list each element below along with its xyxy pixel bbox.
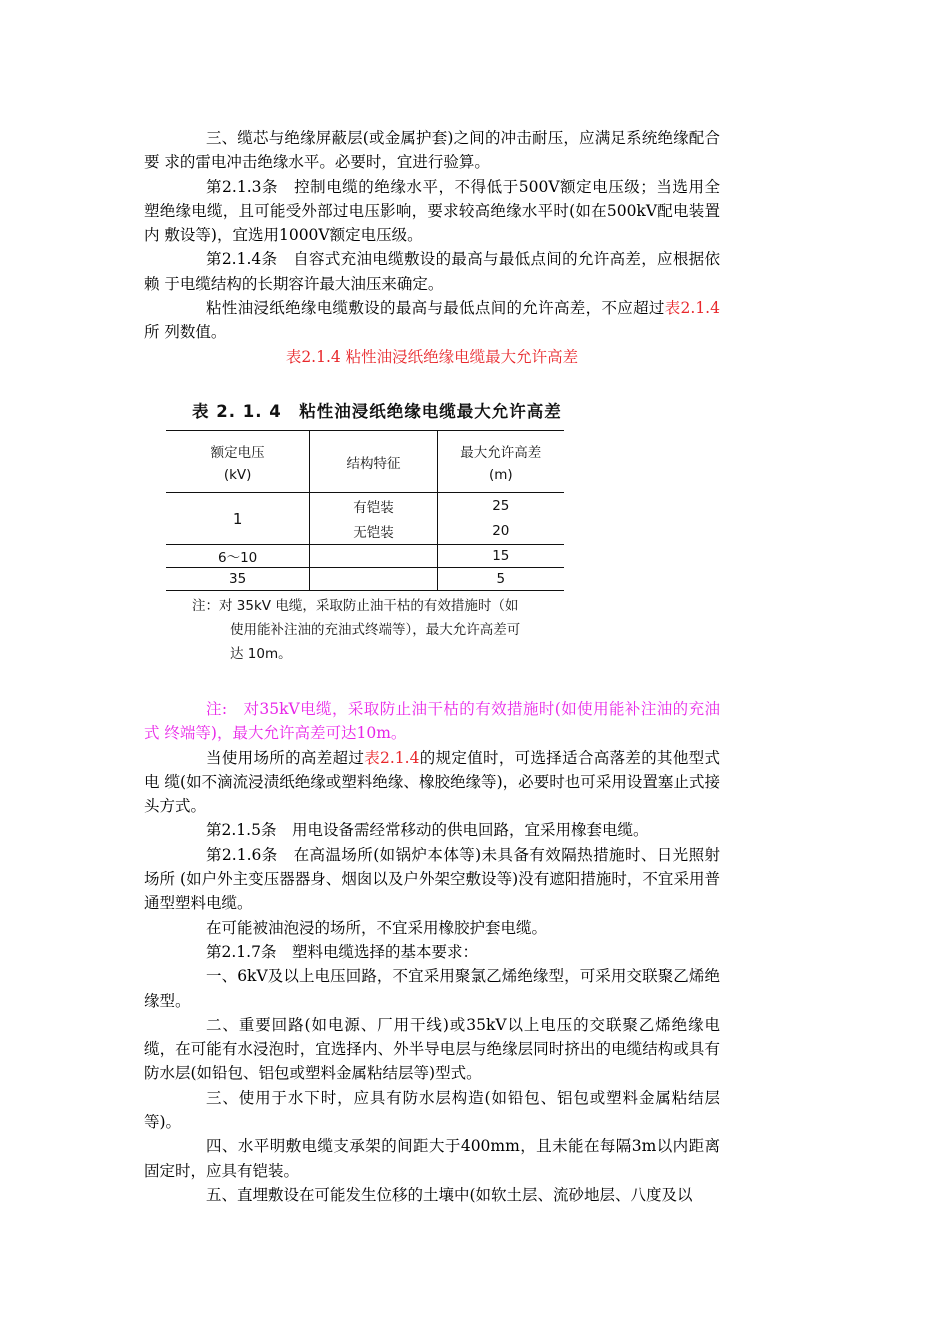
table-cell: 1 [166, 493, 310, 545]
paragraph-with-table-ref: 粘性油浸纸绝缘电缆敷设的最高与最低点间的允许高差，不应超过表2.1.4所 列数值。 [144, 299, 720, 342]
paragraph: 在可能被油泡浸的场所，不宜采用橡胶护套电缆。 [206, 918, 548, 937]
paragraph: 第2.1.4条 自容式充油电缆敷设的最高与最低点间的允许高差，应根据依赖 于电缆结构的长期容许最大油压来确定。 [144, 250, 720, 293]
paragraph: 第2.1.3条 控制电缆的绝缘水平，不得低于500V额定电压级；当选用全塑绝缘电缆，且可能受外部过电压影响，要求较高绝缘水平时(如在500kV配电装置内 敷设等)，宜选用1000V额定电压级。 [144, 177, 720, 245]
header-height: 最大允许高差 (m) [437, 431, 564, 493]
table-image-note: 注：对 35kV 电缆，采取防止油干枯的有效措施时（如 使用能补注油的充油式终端等），最大允许高差可 达 10m。 [192, 598, 521, 662]
table-reference-link[interactable]: 表2.1.4 [664, 299, 720, 318]
table-image [166, 394, 586, 669]
paragraph: 一、6kV及以上电压回路，不宜采用聚氯乙烯绝缘型，可采用交联聚乙烯绝缘型。 [144, 967, 720, 1010]
table-cell: 无铠装 [310, 519, 437, 545]
table-caption: 表2.1.4 粘性油浸纸绝缘电缆最大允许高差 [285, 347, 579, 366]
paragraph: 二、重要回路(如电源、厂用干线)或35kV以上电压的交联聚乙烯绝缘电缆，在可能有水浸泡时，宜选择内、外半导电层与绝缘层同时挤出的电缆结构或具有 防水层(如铅包、铝包或塑料金属粘结层等)型式。 [144, 1015, 720, 1083]
table-cell: 15 [437, 545, 564, 568]
table-cell: 有铠装 [310, 493, 437, 519]
document-body-continued [144, 697, 720, 1207]
table-cell: 25 [492, 497, 510, 514]
height-difference-table [166, 430, 564, 591]
paragraph: 四、水平明敷电缆支承架的间距大于400mm，且未能在每隔3m以内距离固定时，应具有铠装。 [144, 1137, 720, 1180]
note-paragraph: 注: 对35kV电缆，采取防止油干枯的有效措施时(如使用能补注油的充油式 终端等)，最大允许高差可达10m。 [144, 700, 720, 743]
paragraph: 三、使用于水下时，应具有防水层构造(如铅包、铝包或塑料金属粘结层等)。 [144, 1088, 720, 1132]
table-cell [310, 568, 437, 591]
paragraph-with-table-ref: 当使用场所的高差超过表2.1.4的规定值时，可选择适合高落差的其他型式电 缆(如不滴流浸渍纸绝缘或塑料绝缘、橡胶绝缘等)，必要时也可采用设置塞止式接头方式。 [144, 748, 720, 816]
table-cell: 5 [437, 568, 564, 591]
table-reference-link[interactable]: 表2.1.4 [364, 748, 420, 767]
paragraph: 五、直埋敷设在可能发生位移的土壤中(如软土层、流砂地层、八度及以 [206, 1185, 693, 1204]
paragraph: 三、缆芯与绝缘屏蔽层(或金属护套)之间的冲击耐压，应满足系统绝缘配合要 求的雷电冲击绝缘水平。必要时，宜进行验算。 [144, 129, 720, 172]
table-cell: 20 [437, 519, 564, 545]
table-cell: 35 [166, 568, 310, 591]
header-structure: 结构特征 [310, 431, 437, 493]
header-voltage: 额定电压 (kV) [166, 431, 310, 493]
table-cell: 6～10 [166, 545, 310, 568]
document-body [144, 126, 720, 369]
paragraph: 第2.1.5条 用电设备需经常移动的供电回路，宜采用橡套电缆。 [206, 821, 649, 840]
paragraph: 第2.1.6条 在高温场所(如锅炉本体等)未具备有效隔热措施时、日光照射场所 (如户外主变压器器身、烟囱以及户外架空敷设等)没有遮阳措施时，不宜采用普通型塑料电缆。 [144, 845, 720, 913]
table-image-title: 表 2. 1. 4 粘性油浸纸绝缘电缆最大允许高差 [192, 402, 562, 421]
table-cell [310, 545, 437, 568]
paragraph: 第2.1.7条 塑料电缆选择的基本要求： [206, 942, 478, 961]
